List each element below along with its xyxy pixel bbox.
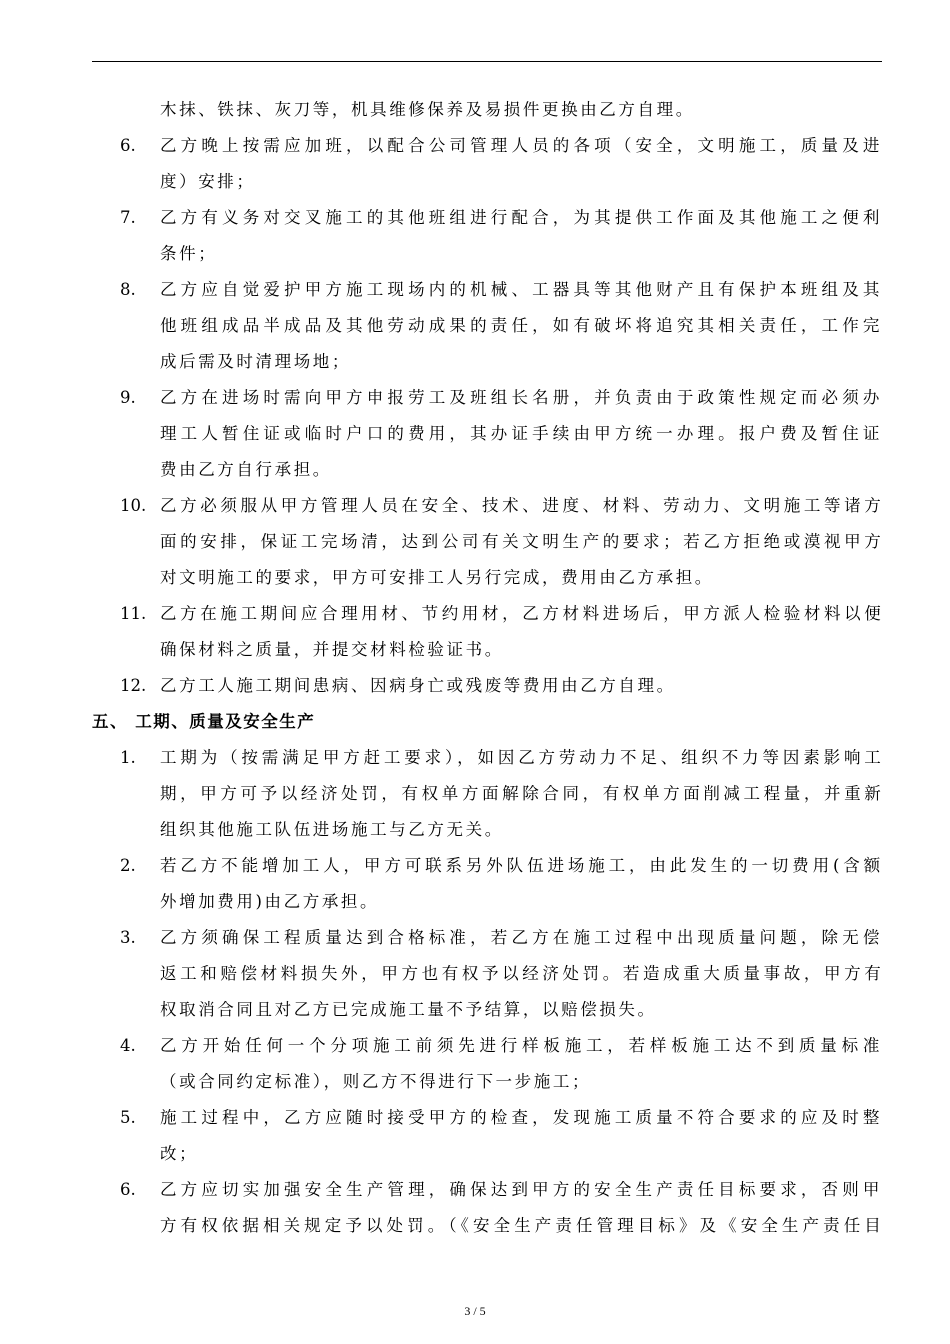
list-item-9: 9. 乙方在进场时需向甲方申报劳工及班组长名册，并负责由于政策性规定而必须办 [92,380,882,416]
text-line: 费由乙方自行承担。 [160,460,332,479]
section5-item-2: 2. 若乙方不能增加工人，甲方可联系另外队伍进场施工，由此发生的一切费用(含额 [92,848,882,884]
text-line: 改； [160,1144,199,1163]
item-number: 11. [120,604,147,623]
item-number: 6. [120,136,136,155]
item-number: 12. [120,676,147,695]
text-line: 条件； [160,244,218,263]
item-number: 6. [120,1180,136,1199]
item-number: 5. [120,1108,136,1127]
section-heading: 五、 工期、质量及安全生产 [92,712,316,731]
item-number: 1. [120,748,136,767]
section5-item-5: 5. 施工过程中，乙方应随时接受甲方的检查，发现施工质量不符合要求的应及时整 [92,1100,882,1136]
text-line: 组织其他施工队伍进场施工与乙方无关。 [160,820,504,839]
section5-item-3: 3. 乙方须确保工程质量达到合格标准，若乙方在施工过程中出现质量问题，除无偿 [92,920,882,956]
section5-item-4: 4. 乙方开始任何一个分项施工前须先进行样板施工，若样板施工达不到质量标准 [92,1028,882,1064]
item-number: 4. [120,1036,136,1055]
text-line: 返工和赔偿材料损失外，甲方也有权予以经济处罚。若造成重大质量事故，甲方有 [160,964,882,983]
text-line: 他班组成品半成品及其他劳动成果的责任，如有破坏将追究其相关责任，工作完 [160,316,882,335]
list-item-6: 6. 乙方晚上按需应加班，以配合公司管理人员的各项（安全，文明施工，质量及进 [92,128,882,164]
document-body [92,92,882,1244]
text-line: 度）安排； [160,172,256,191]
text-line: 方有权依据相关规定予以处罚。（《安全生产责任管理目标》及《安全生产责任目 [160,1216,882,1235]
text-line: 权取消合同且对乙方已完成施工量不予结算，以赔偿损失。 [160,1000,657,1019]
text-line: 成后需及时清理场地； [160,352,351,371]
text-line: 理工人暂住证或临时户口的费用，其办证手续由甲方统一办理。报户费及暂住证 [160,424,882,443]
text-line: 面的安排，保证工完场清，达到公司有关文明生产的要求；若乙方拒绝或漠视甲方 [160,532,882,551]
page-number: 3 / 5 [464,1304,486,1318]
text-line: 木抹、铁抹、灰刀等，机具维修保养及易损件更换由乙方自理。 [160,100,695,119]
list-item-12: 12. 乙方工人施工期间患病、因病身亡或残废等费用由乙方自理。 [92,668,882,704]
text-line: 期，甲方可予以经济处罚，有权单方面解除合同，有权单方面削减工程量，并重新 [160,784,882,803]
list-item-8: 8. 乙方应自觉爱护甲方施工现场内的机械、工器具等其他财产且有保护本班组及其 [92,272,882,308]
item-number: 10. [120,496,147,515]
header-rule [92,61,882,62]
text-line: 对文明施工的要求，甲方可安排工人另行完成，费用由乙方承担。 [160,568,714,587]
item-number: 3. [120,928,136,947]
text-line: 外增加费用)由乙方承担。 [160,892,380,911]
item-number: 9. [120,388,136,407]
section5-item-6: 6. 乙方应切实加强安全生产管理，确保达到甲方的安全生产责任目标要求，否则甲 [92,1172,882,1208]
list-item-10: 10. 乙方必须服从甲方管理人员在安全、技术、进度、材料、劳动力、文明施工等诸方 [92,488,882,524]
text-line: （或合同约定标准），则乙方不得进行下一步施工； [160,1072,592,1091]
list-item-7: 7. 乙方有义务对交叉施工的其他班组进行配合，为其提供工作面及其他施工之便利 [92,200,882,236]
text-line: 确保材料之质量，并提交材料检验证书。 [160,640,504,659]
list-item-11: 11. 乙方在施工期间应合理用材、节约用材，乙方材料进场后，甲方派人检验材料以便 [92,596,882,632]
section5-item-1: 1. 工期为（按需满足甲方赶工要求），如因乙方劳动力不足、组织不力等因素影响工 [92,740,882,776]
item-number: 8. [120,280,136,299]
item-number: 7. [120,208,136,227]
item-number: 2. [120,856,136,875]
